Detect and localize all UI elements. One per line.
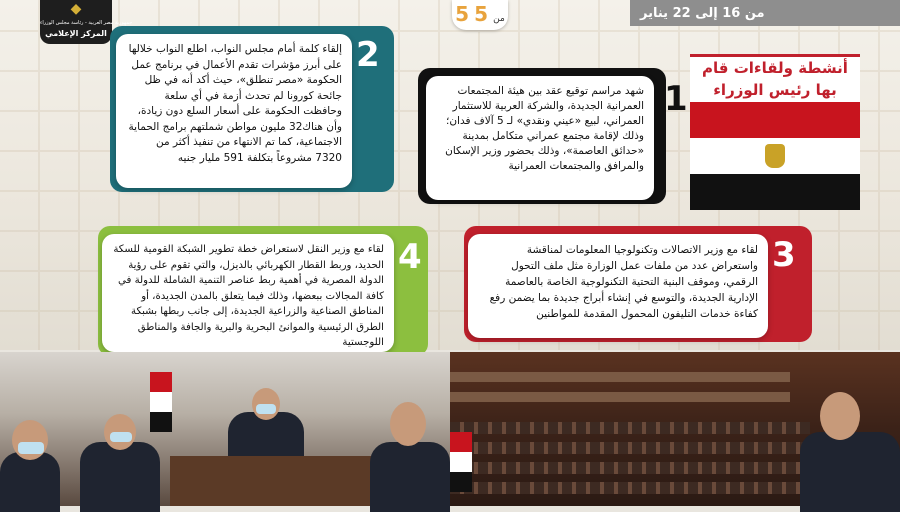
card-3-number: 3 [772, 235, 796, 275]
section-title [690, 54, 860, 105]
card-1-text: شهد مراسم توقيع عقد بين هيئة المجتمعات العمرانية الجديدة، والشركة العربية للاستثمار العمراني، لبيع «عيني ونقدي» لـ 5 آلاف فدان؛ وذلك لإقامة مجتمع عمراني متكامل بمدينة «حدائق العاصمة»، وذلك بحضور وزير الإسكان والمرافق والمجتمعات العمرانية [445, 85, 644, 172]
title-line2: بها رئيس الوزراء [713, 81, 837, 99]
page-total: 5 [474, 2, 489, 26]
meeting-photo [0, 352, 450, 506]
card-4 [102, 234, 394, 352]
logo-line1: جمهورية مصر العربية - رئاسة مجلس الوزراء [40, 20, 133, 26]
page-current: 5 [455, 2, 470, 26]
card-2-text: إلقاء كلمة أمام مجلس النواب، اطلع النواب خلالها على أبرز مؤشرات تقدم الأعمال في برنامج عمل الحكومة «مصر تنطلق»، حيث أكد أنه في ظل جائحة كورونا لم تحدث أزمة في أي سلعة وحافظت الحكومة على أسعار السلع دون زيادة، وأن هناك32 مليون مواطن شملتهم برامج الحماية الاجتماعية، كما تم الانتهاء من تنفيذ أكثر من 7320 مشروعاً بتكلفة 591 مليار جنيه [128, 43, 342, 164]
page-indicator [452, 0, 508, 30]
logo-line2: المركز الإعلامي [45, 29, 107, 38]
meeting-table [170, 456, 400, 506]
card-1 [426, 76, 654, 200]
page-separator: من [493, 14, 505, 24]
card-2-number: 2 [356, 35, 380, 75]
card-4-text: لقاء مع وزير النقل لاستعراض خطة تطوير الشبكة القومية للسكة الحديد، وربط القطار الكهربائي بالديزل، والتي تقوم على رؤية الدولة المصرية في أهمية ربط عناصر التنمية الشاملة للدولة في كافة المجالات ببعضها، وذلك فيما يتعلق بالمدن الجديدة، أو المناطق الصناعية والزراعية الجديدة، إلى جانب ربطها بشبكة الطرق الرئيسية والموانئ البحرية والبرية والجافة والمناطق اللوجستية [113, 244, 384, 348]
title-line1: أنشطة ولقاءات قام [702, 59, 848, 77]
parliament-photo [450, 352, 900, 506]
date-range: من 16 إلى 22 يناير [640, 6, 765, 21]
flag-eagle-icon [765, 144, 785, 168]
card-2 [116, 34, 352, 188]
cabinet-logo [40, 0, 133, 44]
card-4-number: 4 [398, 237, 422, 277]
card-1-number: 1 [664, 79, 688, 119]
eagle-emblem-icon: ◆ [70, 1, 82, 17]
card-3 [468, 234, 768, 338]
egypt-flag-image [690, 102, 860, 210]
photo-flag [150, 372, 172, 432]
card-3-text: لقاء مع وزير الاتصالات وتكنولوجيا المعلومات لمناقشة واستعراض عدد من ملفات عمل الوزارة مثل ملف التحول الرقمي، وموقف البنية التحتية التكنولوجية الخاصة بالعاصمة الإدارية الجديدة، والتوسع في إنشاء أبراج جديدة بما يضمن رفع كفاءة خدمات التليفون المحمول المقدمة للمواطنين [489, 244, 758, 320]
